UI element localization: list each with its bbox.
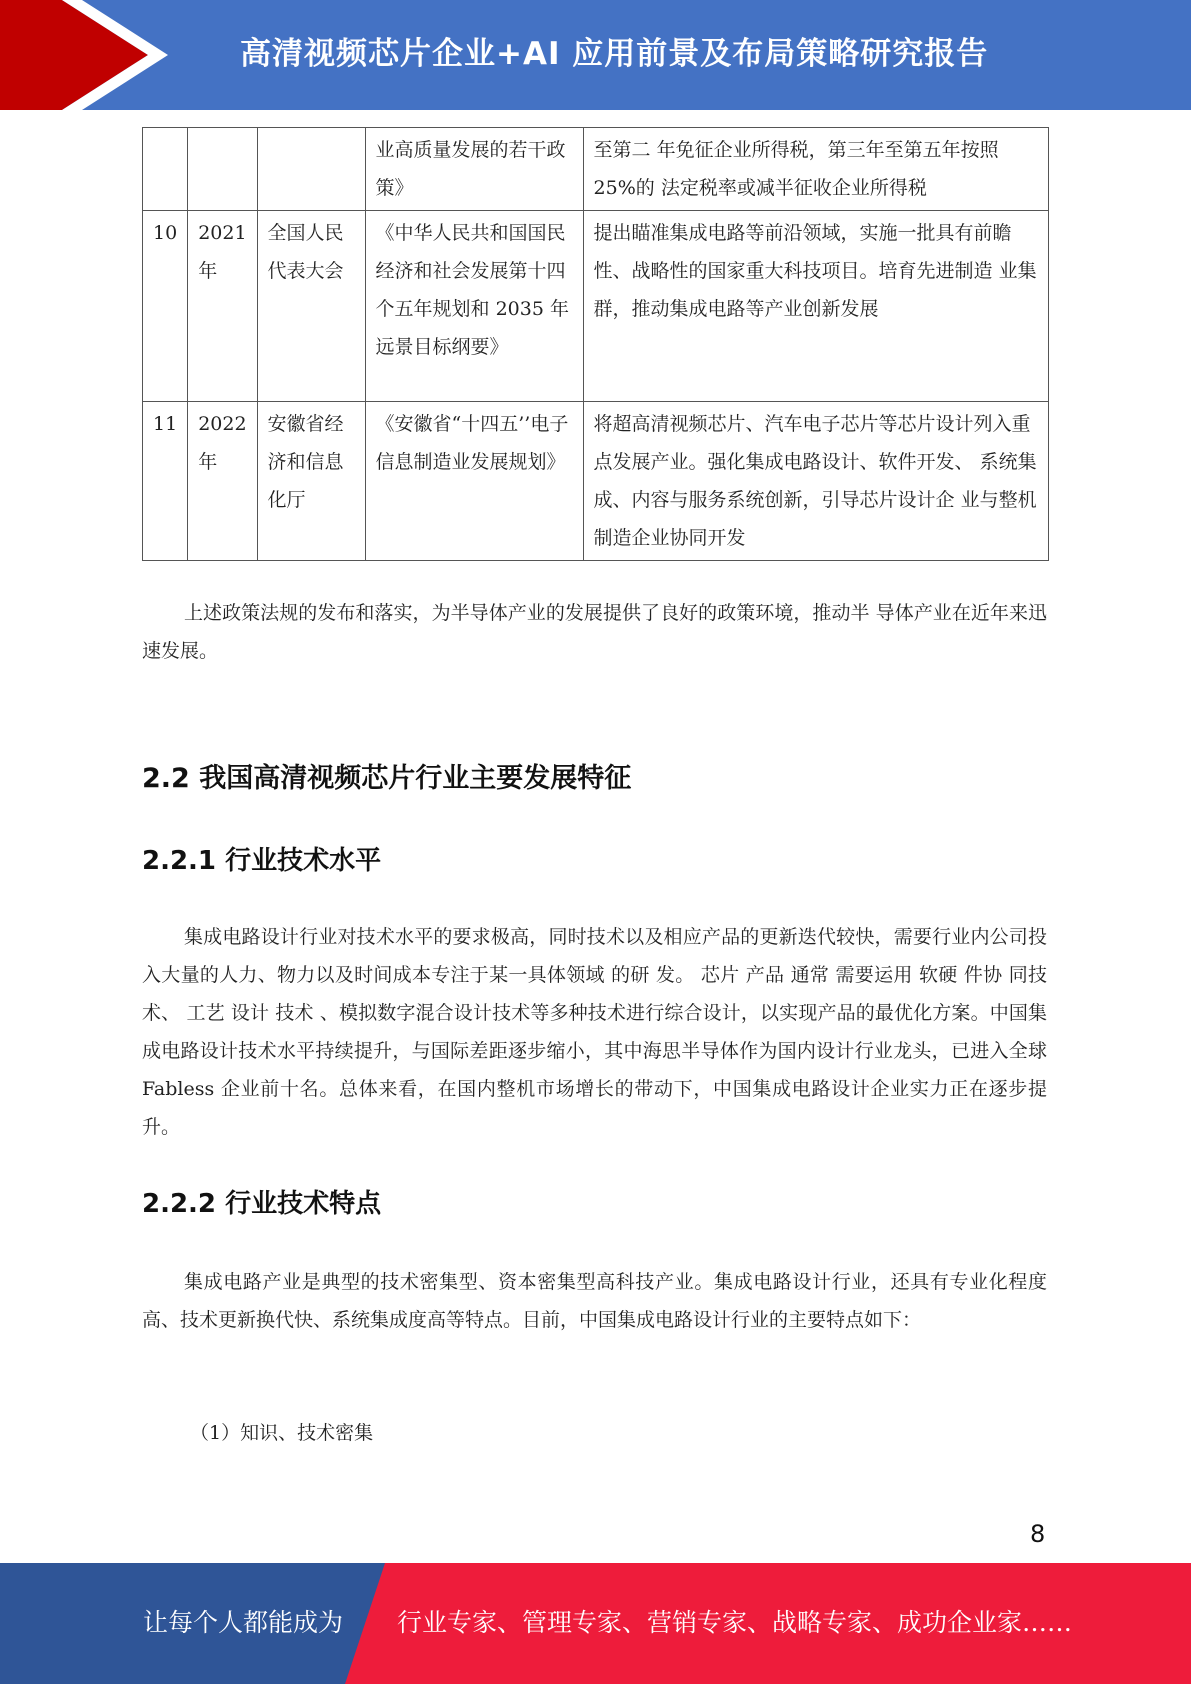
list-item: （1）知识、技术密集 [190,1422,374,1444]
cell-no: 10 [143,211,188,402]
cell-content: 提出瞄准集成电路等前沿领域，实施一批具有前瞻性、战略性的国家重大科技项目。培育先进制造 业集群，推动集成电路等产业创新发展 [583,211,1048,402]
footer-slogan-left: 让每个人都能成为 [143,1608,344,1637]
cell-content: 至第二 年免征企业所得税，第三年至第五年按照 25%的 法定税率或减半征收企业所得税 [583,128,1048,211]
tech-features-paragraph: 集成电路产业是典型的技术密集型、资本密集型高科技产业。集成电路设计行业，还具有专业化程度高、技术更新换代快、系统集成度高等特点。目前，中国集成电路设计行业的主要特点如下： [142,1271,1047,1331]
cell-content: 将超高清视频芯片、汽车电子芯片等芯片设计列入重点发展产业。强化集成电路设计、软件开发、 系统集成、内容与服务系统创新，引导芯片设计企 业与整机制造企业协同开发 [583,402,1048,561]
cell-year: 2021 年 [188,211,257,402]
policy-table [142,127,1049,561]
cell-document: 《安徽省“十四五’’电子信息制造业发展规划》 [365,402,583,561]
cell-issuer: 安徽省经济和信息化厅 [257,402,365,561]
section-heading-2-2-1: 2.2.1 行业技术水平 [142,846,382,876]
cell-document: 《中华人民共和国国民经济和社会发展第十四个五年规划和 2035 年远景目标纲要》 [365,211,583,402]
cell-issuer: 全国人民代表大会 [257,211,365,402]
header-red-chevron [0,0,148,110]
cell-document: 业高质量发展的若干政策》 [365,128,583,211]
table-row [143,402,1049,561]
footer-slogan-right: 行业专家、管理专家、营销专家、战略专家、成功企业家…… [397,1608,1073,1637]
header-title: 高清视频芯片企业+AI 应用前景及布局策略研究报告 [240,36,989,72]
cell-year: 2022 年 [188,402,257,561]
table-row [143,211,1049,402]
cell-issuer [257,128,365,211]
page-number: 8 [1030,1520,1046,1548]
cell-no [143,128,188,211]
cell-year [188,128,257,211]
table-row [143,128,1049,211]
page-footer [0,1563,1191,1684]
cell-no: 11 [143,402,188,561]
section-heading-2-2-2: 2.2.2 行业技术特点 [142,1189,382,1219]
section-heading-2-2: 2.2 我国高清视频芯片行业主要发展特征 [142,763,632,794]
page-header [0,0,1191,110]
policy-summary-paragraph: 上述政策法规的发布和落实，为半导体产业的发展提供了良好的政策环境，推动半 导体产业在近年来迅速发展。 [142,602,1047,662]
tech-level-paragraph: 集成电路设计行业对技术水平的要求极高，同时技术以及相应产品的更新迭代较快，需要行业内公司投入大量的人力、物力以及时间成本专注于某一具体领域 的研 发。 芯片 产品 通常 需要运用 软硬 件协 同技 术、 工艺 设计 技术 、模拟数字混合设计技术等多种技术进行综合设计，以实现产品的最优化方案。中国集成电路设计技术水平持续提升，与国际差距逐步缩小，其中海思半导体作为国内设计行业龙头，已进入全球 Fabless 企业前十名。总体来看，在国内整机市场增长的带动下，中国集成电路设计企业实力正在逐步提升。 [142,926,1047,1138]
